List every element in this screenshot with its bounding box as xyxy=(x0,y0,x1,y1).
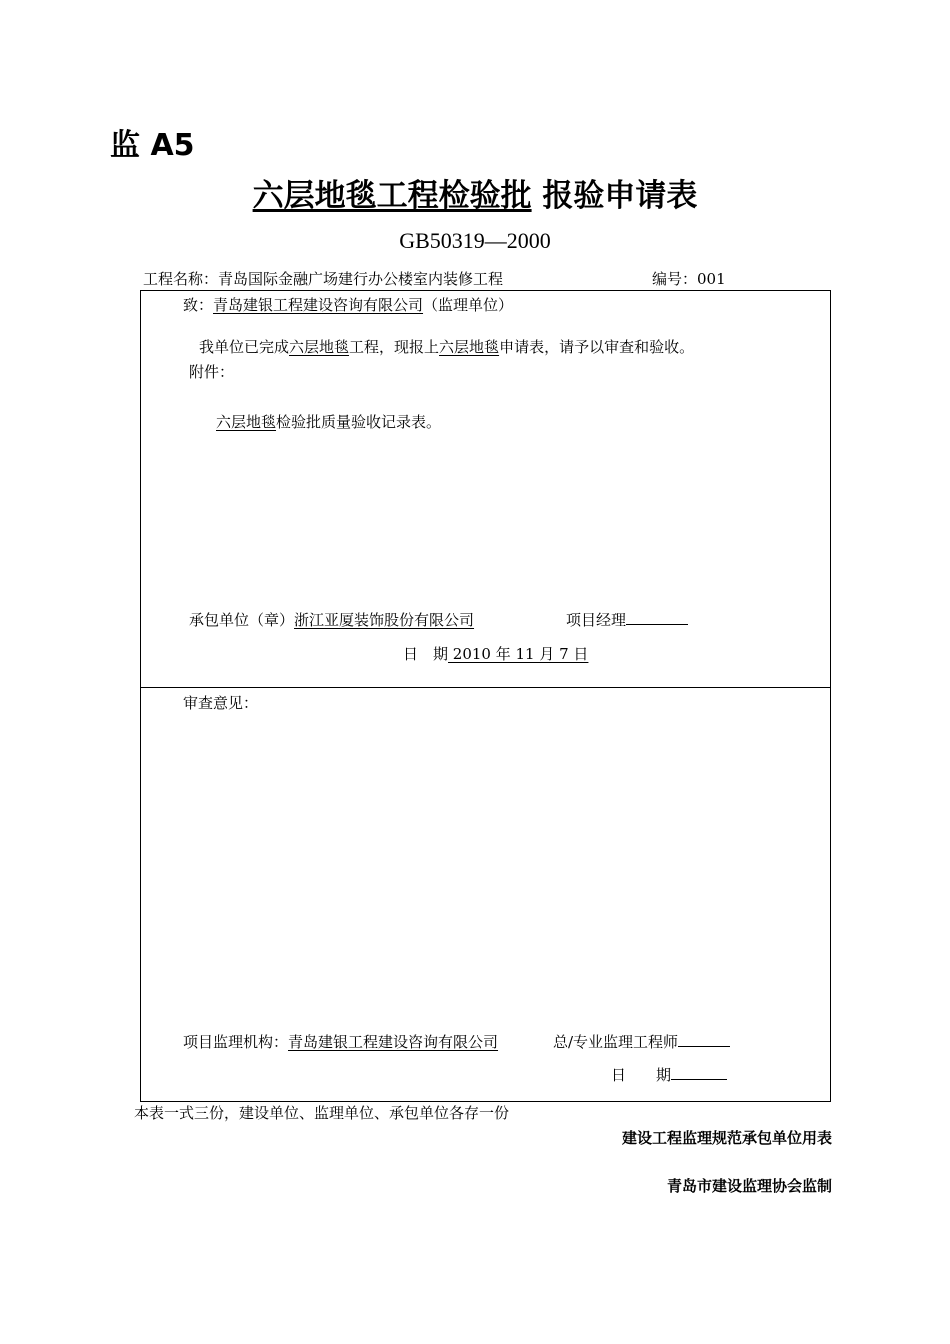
project-manager-label: 项目经理 xyxy=(566,611,627,629)
application-date-line xyxy=(403,643,588,664)
recipient-suffix: （监理单位） xyxy=(423,296,514,314)
application-date-label: 日 期 xyxy=(403,645,449,663)
project-name-line xyxy=(143,268,503,289)
contractor-value: 浙江亚厦装饰股份有限公司 xyxy=(294,611,475,629)
title-subject: 六层地毯工程检验批 xyxy=(252,178,532,214)
attachment-line xyxy=(216,411,441,432)
project-name-value: 青岛国际金融广场建行办公楼室内装修工程 xyxy=(218,270,504,288)
recipient-label: 致： xyxy=(183,296,214,314)
project-name-label: 工程名称： xyxy=(143,270,219,288)
engineer-signature-blank xyxy=(678,1032,730,1047)
review-date-label: 日 期 xyxy=(611,1066,672,1084)
project-manager-signature-blank xyxy=(626,610,688,625)
attachment-item: 六层地毯 xyxy=(216,413,277,431)
review-section xyxy=(141,688,830,1101)
recipient-company: 青岛建银工程建设咨询有限公司 xyxy=(213,296,424,314)
title-rest: 报验申请表 xyxy=(531,178,698,214)
body-text-2: 工程，现报上 xyxy=(349,338,440,356)
body-text-3: 申请表，请予以审查和验收。 xyxy=(499,338,695,356)
engineer-label: 总/专业监理工程师 xyxy=(553,1033,679,1051)
attachment-label: 附件： xyxy=(189,363,235,381)
form-number-value: 001 xyxy=(697,270,726,288)
recipient-line xyxy=(183,294,513,315)
review-opinion-label: 审查意见： xyxy=(183,694,259,712)
body-text-1: 我单位已完成 xyxy=(199,338,290,356)
copies-note: 本表一式三份，建设单位、监理单位、承包单位各存一份 xyxy=(134,1104,510,1122)
project-manager-line xyxy=(566,609,688,630)
supervision-org-label: 项目监理机构： xyxy=(183,1033,289,1051)
attachment-text: 检验批质量验收记录表。 xyxy=(276,413,442,431)
form-title xyxy=(0,170,950,215)
supervision-org-value: 青岛建银工程建设咨询有限公司 xyxy=(288,1033,499,1051)
form-code: 监 A5 xyxy=(110,128,195,163)
review-date-line xyxy=(611,1064,727,1085)
supervision-org-line xyxy=(183,1031,498,1052)
form-table xyxy=(140,290,831,1102)
application-body xyxy=(199,336,694,357)
standard-code: GB50319—2000 xyxy=(399,228,551,253)
form-number xyxy=(652,268,726,289)
body-item-2: 六层地毯 xyxy=(439,338,500,356)
application-date-value: 2010 年 11 月 7 日 xyxy=(448,645,589,663)
review-date-blank xyxy=(671,1065,727,1080)
engineer-line xyxy=(553,1031,730,1052)
usage-note: 建设工程监理规范承包单位用表 xyxy=(621,1129,832,1147)
application-section xyxy=(141,291,830,688)
form-number-label: 编号： xyxy=(652,270,698,288)
body-item-1: 六层地毯 xyxy=(289,338,350,356)
issuer-note: 青岛市建设监理协会监制 xyxy=(666,1177,832,1195)
contractor-label: 承包单位（章） xyxy=(189,611,295,629)
contractor-line xyxy=(189,609,474,630)
